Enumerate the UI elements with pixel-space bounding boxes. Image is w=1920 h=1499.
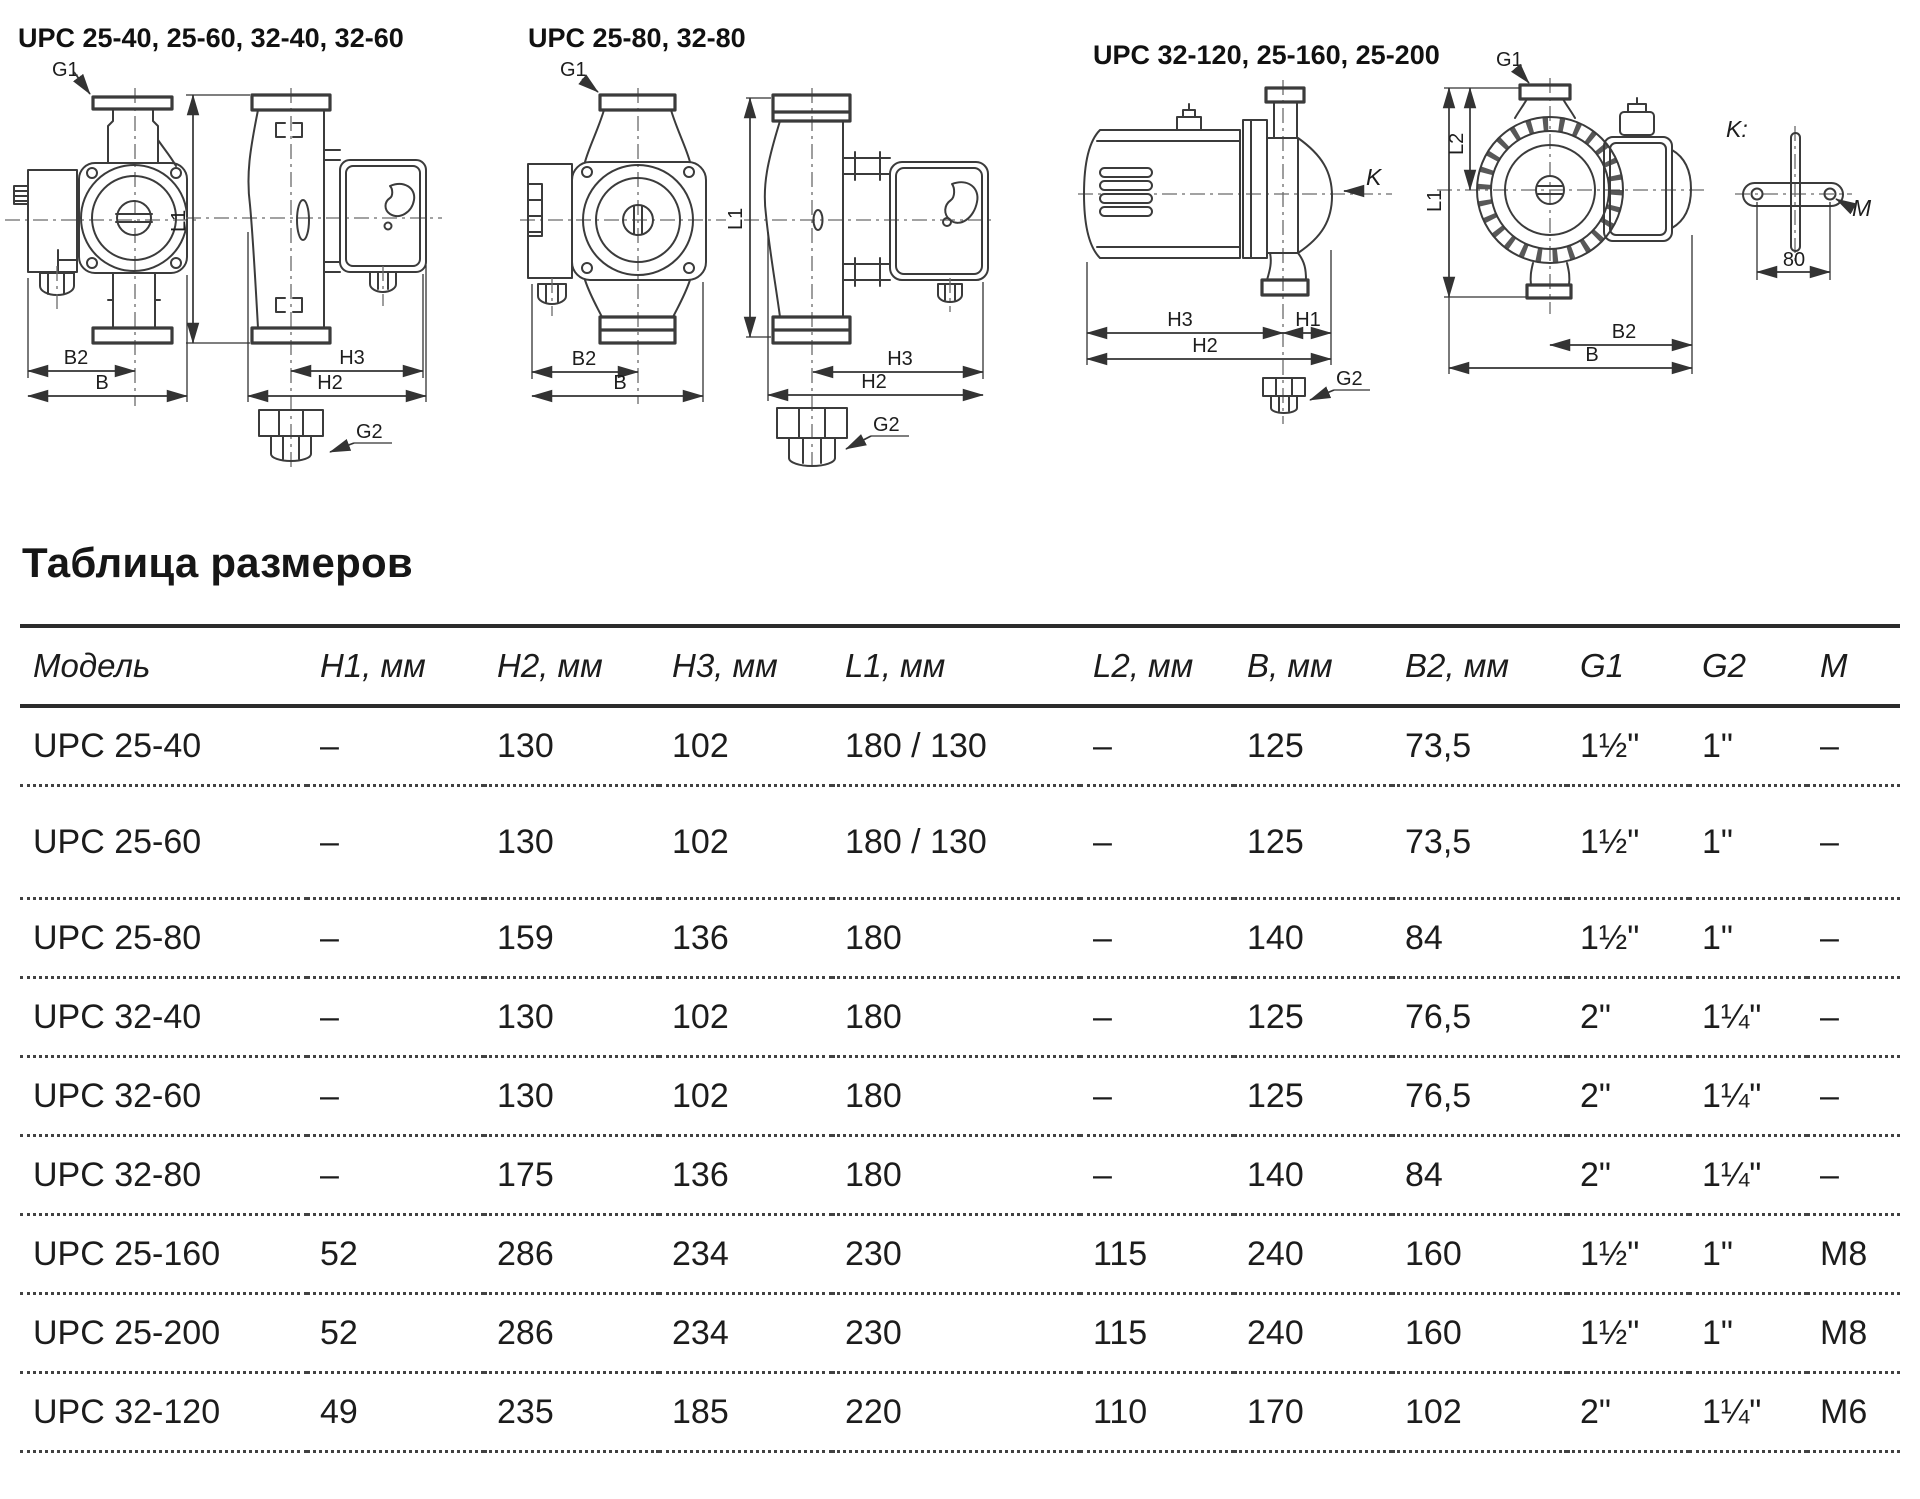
value-cell: 76,5 — [1392, 978, 1567, 1057]
model-cell: UPC 25-200 — [20, 1294, 307, 1373]
dim-label-m: M — [1852, 195, 1872, 221]
dim-label-h2: H2 — [1192, 335, 1218, 357]
table-row-3 — [20, 978, 1900, 1057]
value-cell: – — [1080, 1136, 1234, 1215]
value-cell: 140 — [1234, 1136, 1392, 1215]
value-cell: 52 — [307, 1294, 484, 1373]
value-cell: – — [307, 899, 484, 978]
value-cell: 115 — [1080, 1294, 1234, 1373]
value-cell: 115 — [1080, 1215, 1234, 1294]
value-cell: 160 — [1392, 1215, 1567, 1294]
dim-label-l1: L1 — [1424, 189, 1446, 212]
dim-label-b: B — [1585, 344, 1599, 366]
dim-label-g1: G1 — [560, 59, 587, 81]
value-cell: – — [1807, 1057, 1900, 1136]
value-cell: – — [307, 786, 484, 899]
value-cell: 1" — [1689, 899, 1807, 978]
column-header-1: H1, мм — [307, 626, 484, 706]
value-cell: 130 — [484, 978, 659, 1057]
value-cell: 2" — [1567, 1136, 1689, 1215]
value-cell: 1½" — [1567, 706, 1689, 786]
table-header — [20, 626, 1900, 706]
dim-label-g1: G1 — [1496, 49, 1523, 71]
value-cell: 130 — [484, 786, 659, 899]
dim-label-g1: G1 — [52, 59, 79, 81]
value-cell: 49 — [307, 1373, 484, 1452]
value-cell: 220 — [832, 1373, 1080, 1452]
view-arrow-label-k: K — [1366, 164, 1382, 190]
value-cell: 125 — [1234, 978, 1392, 1057]
value-cell: 2" — [1567, 1373, 1689, 1452]
value-cell: – — [1807, 706, 1900, 786]
value-cell: 140 — [1234, 899, 1392, 978]
column-header-9: G2 — [1689, 626, 1807, 706]
table-row-8 — [20, 1373, 1900, 1452]
value-cell: M8 — [1807, 1294, 1900, 1373]
value-cell: M6 — [1807, 1373, 1900, 1452]
value-cell: 130 — [484, 706, 659, 786]
value-cell: 102 — [1392, 1373, 1567, 1452]
value-cell: 1¼" — [1689, 1057, 1807, 1136]
drawing-3 — [1078, 40, 1872, 424]
column-header-10: M — [1807, 626, 1900, 706]
value-cell: 234 — [659, 1215, 832, 1294]
column-header-6: B, мм — [1234, 626, 1392, 706]
value-cell: 180 — [832, 1057, 1080, 1136]
model-cell: UPC 25-160 — [20, 1215, 307, 1294]
value-cell: 2" — [1567, 978, 1689, 1057]
value-cell: 125 — [1234, 786, 1392, 899]
value-cell: 1" — [1689, 1215, 1807, 1294]
value-cell: 180 — [832, 899, 1080, 978]
table-row-7 — [20, 1294, 1900, 1373]
value-cell: 1" — [1689, 706, 1807, 786]
table-row-5 — [20, 1136, 1900, 1215]
value-cell: 286 — [484, 1294, 659, 1373]
column-header-7: B2, мм — [1392, 626, 1567, 706]
dim-label-l1: L1 — [725, 207, 747, 230]
value-cell: – — [307, 978, 484, 1057]
dim-label-h2: H2 — [317, 372, 343, 394]
dim-label-g2: G2 — [873, 414, 900, 436]
value-cell: 1¼" — [1689, 1136, 1807, 1215]
value-cell: – — [1807, 899, 1900, 978]
table-row-2 — [20, 899, 1900, 978]
value-cell: 160 — [1392, 1294, 1567, 1373]
model-cell: UPC 25-60 — [20, 786, 307, 899]
dim-label-h3: H3 — [339, 347, 365, 369]
value-cell: M8 — [1807, 1215, 1900, 1294]
value-cell: – — [1080, 899, 1234, 978]
dim-label-g2: G2 — [1336, 368, 1363, 390]
value-cell: 230 — [832, 1215, 1080, 1294]
value-cell: 240 — [1234, 1294, 1392, 1373]
value-cell: 102 — [659, 706, 832, 786]
section-title: Таблица размеров — [22, 539, 413, 586]
dim-label-b2: B2 — [571, 348, 597, 370]
dim-label-b: B — [613, 372, 627, 394]
column-header-2: H2, мм — [484, 626, 659, 706]
column-header-5: L2, мм — [1080, 626, 1234, 706]
table-row-0 — [20, 706, 1900, 786]
value-cell: 180 / 130 — [832, 786, 1080, 899]
value-cell: – — [1807, 786, 1900, 899]
header-row — [20, 626, 1900, 706]
value-cell: 110 — [1080, 1373, 1234, 1452]
dim-label-k-hole-spacing: 80 — [1782, 249, 1806, 271]
value-cell: 1¼" — [1689, 1373, 1807, 1452]
value-cell: – — [1080, 706, 1234, 786]
value-cell: 234 — [659, 1294, 832, 1373]
dim-label-h3: H3 — [1167, 309, 1193, 331]
dim-label-h1: H1 — [1295, 309, 1321, 331]
column-header-4: L1, мм — [832, 626, 1080, 706]
value-cell: 159 — [484, 899, 659, 978]
value-cell: 170 — [1234, 1373, 1392, 1452]
value-cell: 125 — [1234, 706, 1392, 786]
dim-label-l2: L2 — [1446, 132, 1468, 155]
value-cell: 1¼" — [1689, 978, 1807, 1057]
column-header-0: Модель — [20, 626, 307, 706]
value-cell: – — [307, 1057, 484, 1136]
dim-label-l1: L1 — [168, 209, 190, 232]
model-cell: UPC 32-60 — [20, 1057, 307, 1136]
value-cell: 1½" — [1567, 899, 1689, 978]
value-cell: 180 / 130 — [832, 706, 1080, 786]
value-cell: 1½" — [1567, 786, 1689, 899]
value-cell: 175 — [484, 1136, 659, 1215]
value-cell: 102 — [659, 786, 832, 899]
value-cell: 102 — [659, 978, 832, 1057]
value-cell: 102 — [659, 1057, 832, 1136]
table-body — [20, 706, 1900, 1452]
value-cell: 185 — [659, 1373, 832, 1452]
value-cell: 136 — [659, 1136, 832, 1215]
value-cell: 1½" — [1567, 1215, 1689, 1294]
value-cell: 2" — [1567, 1057, 1689, 1136]
dim-label-h3: H3 — [887, 348, 913, 370]
dimensions-table — [20, 624, 1900, 1453]
value-cell: 84 — [1392, 899, 1567, 978]
value-cell: 180 — [832, 978, 1080, 1057]
table-row-1 — [20, 786, 1900, 899]
dim-label-g2: G2 — [356, 421, 383, 443]
value-cell: – — [1807, 978, 1900, 1057]
dim-label-h2: H2 — [861, 371, 887, 393]
diagram-title: UPC 25-80, 32-80 — [528, 23, 746, 53]
drawing-2 — [520, 23, 996, 466]
table-row-4 — [20, 1057, 1900, 1136]
technical-drawings — [0, 0, 1920, 470]
value-cell: – — [1080, 978, 1234, 1057]
value-cell: 52 — [307, 1215, 484, 1294]
value-cell: 1" — [1689, 1294, 1807, 1373]
dim-label-b: B — [95, 372, 109, 394]
value-cell: 125 — [1234, 1057, 1392, 1136]
value-cell: 235 — [484, 1373, 659, 1452]
model-cell: UPC 25-40 — [20, 706, 307, 786]
value-cell: 76,5 — [1392, 1057, 1567, 1136]
diagram-title: UPC 32-120, 25-160, 25-200 — [1093, 40, 1440, 70]
value-cell: 1" — [1689, 786, 1807, 899]
drawing-1 — [5, 23, 442, 468]
value-cell: 136 — [659, 899, 832, 978]
model-cell: UPC 32-80 — [20, 1136, 307, 1215]
value-cell: 84 — [1392, 1136, 1567, 1215]
column-header-3: H3, мм — [659, 626, 832, 706]
table-row-6 — [20, 1215, 1900, 1294]
value-cell: – — [307, 1136, 484, 1215]
dim-label-b2: B2 — [1611, 321, 1637, 343]
section-view-label-k: K: — [1726, 116, 1748, 142]
value-cell: 1½" — [1567, 1294, 1689, 1373]
dim-label-b2: B2 — [63, 347, 89, 369]
model-cell: UPC 32-40 — [20, 978, 307, 1057]
pump-dimension-drawings — [0, 0, 1920, 470]
value-cell: – — [307, 706, 484, 786]
value-cell: – — [1080, 1057, 1234, 1136]
value-cell: 286 — [484, 1215, 659, 1294]
model-cell: UPC 32-120 — [20, 1373, 307, 1452]
value-cell: 180 — [832, 1136, 1080, 1215]
value-cell: 230 — [832, 1294, 1080, 1373]
value-cell: 240 — [1234, 1215, 1392, 1294]
value-cell: 73,5 — [1392, 706, 1567, 786]
column-header-8: G1 — [1567, 626, 1689, 706]
value-cell: – — [1080, 786, 1234, 899]
model-cell: UPC 25-80 — [20, 899, 307, 978]
value-cell: 130 — [484, 1057, 659, 1136]
value-cell: 73,5 — [1392, 786, 1567, 899]
value-cell: – — [1807, 1136, 1900, 1215]
diagram-title: UPC 25-40, 25-60, 32-40, 32-60 — [18, 23, 404, 53]
